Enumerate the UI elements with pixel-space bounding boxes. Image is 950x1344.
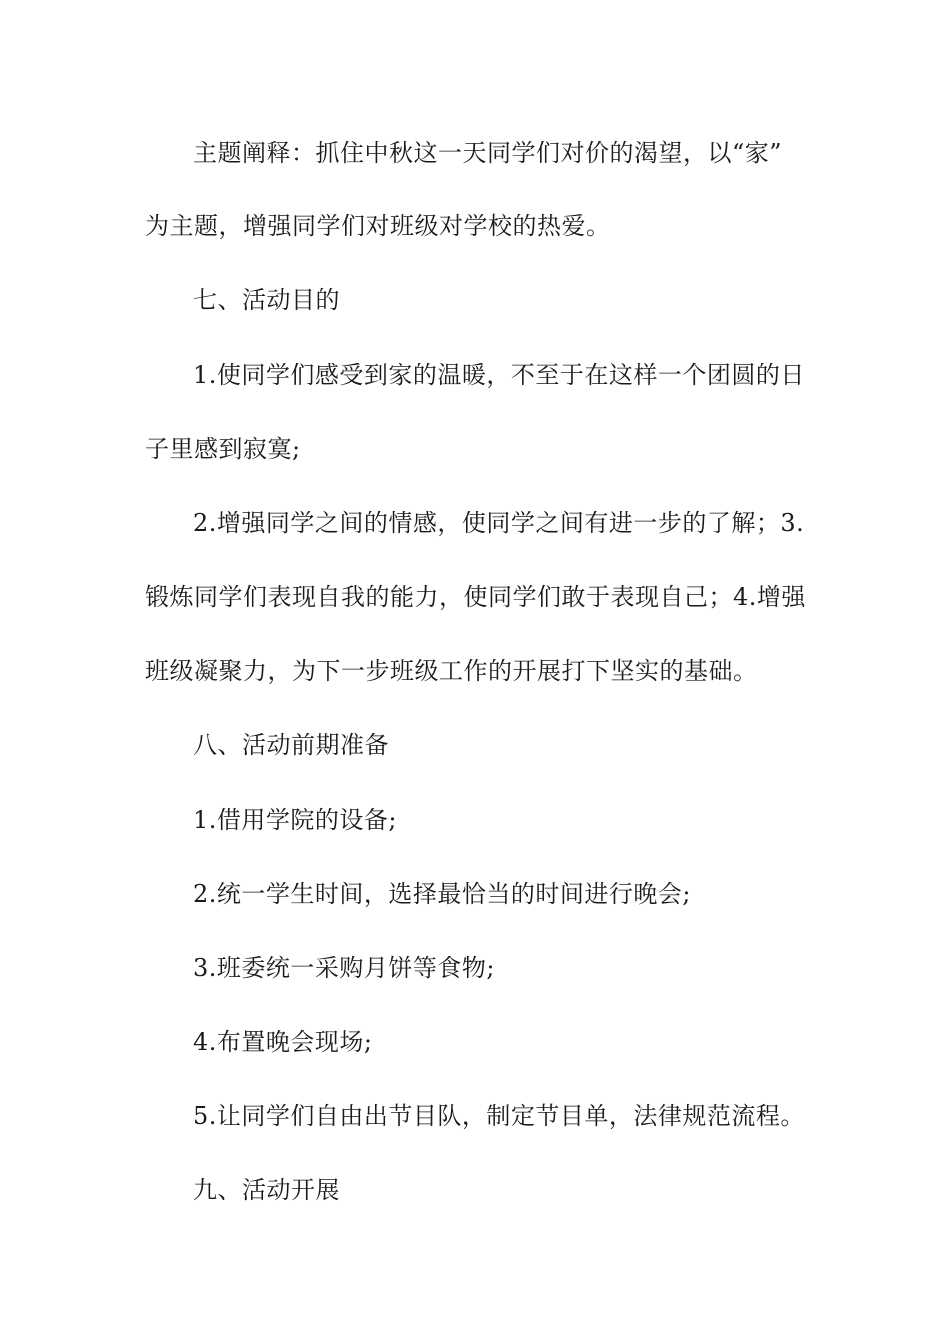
prep-item-5: 5.让同学们自由出节目队，制定节目单，法律规范流程。 [193,1102,805,1130]
paragraph-theme-line-2: 为主题，增强同学们对班级对学校的热爱。 [145,212,611,240]
section-heading-goals: 七、活动目的 [193,286,340,314]
prep-item-2: 2.统一学生时间，选择最恰当的时间进行晚会; [193,880,691,908]
section-heading-preparation: 八、活动前期准备 [193,731,389,759]
paragraph-theme-line-1: 主题阐释：抓住中秋这一天同学们对价的渴望，以“家” [193,139,783,167]
prep-item-4: 4.布置晚会现场; [193,1028,373,1056]
goal-item-1-line-1: 1.使同学们感受到家的温暖，不至于在这样一个团圆的日 [193,361,805,389]
goal-item-1-line-2: 子里感到寂寞; [145,435,301,463]
section-heading-activity: 九、活动开展 [193,1176,340,1204]
goal-item-2-line-2: 锻炼同学们表现自我的能力，使同学们敢于表现自己；4.增强 [145,583,806,611]
goal-item-2-line-3: 班级凝聚力，为下一步班级工作的开展打下坚实的基础。 [145,657,758,685]
prep-item-1: 1.借用学院的设备; [193,806,397,834]
prep-item-3: 3.班委统一采购月饼等食物; [193,954,495,982]
goal-item-2-line-1: 2.增强同学之间的情感，使同学之间有进一步的了解；3. [193,509,805,537]
